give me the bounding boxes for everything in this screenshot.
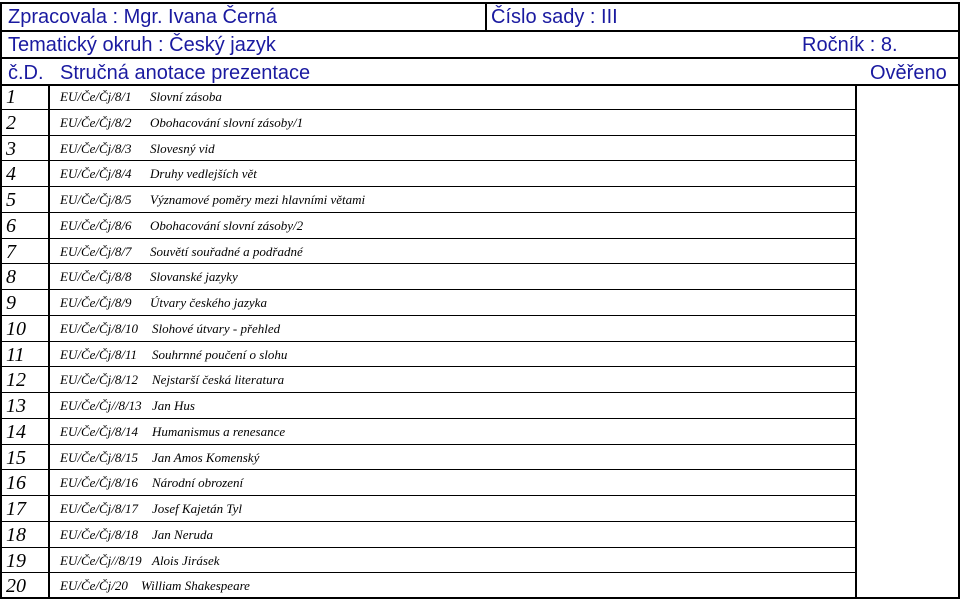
row-code: EU/Če/Čj/8/11 [60,346,138,362]
row-code: EU/Če/Čj/8/12 [60,372,138,388]
row-number: 10 [6,317,26,340]
grade-label: Ročník : 8. [802,34,898,56]
table-row [0,548,960,574]
row-number: 4 [6,163,16,186]
table-row [0,342,960,368]
table-row [0,110,960,136]
row-title: Souhrnné poučení o slohu [152,346,288,362]
row-number: 1 [6,86,16,108]
row-title: William Shakespeare [141,578,250,594]
row-title: Druhy vedlejších vět [150,166,257,182]
row-code: EU/Če/Čj/8/10 [60,320,138,336]
table-row [0,161,960,187]
row-code: EU/Če/Čj/8/5 [60,192,132,207]
row-title: Útvary českého jazyka [150,295,267,310]
row-number: 11 [6,343,25,366]
column-header-row [0,57,960,86]
set-number-label: Číslo sady : III [491,6,618,28]
row-title: Slovní zásoba [150,89,222,104]
table-row [0,187,960,213]
row-number: 6 [6,214,16,237]
table-row [0,290,960,316]
row-title: Jan Neruda [152,526,214,542]
row-code: EU/Če/Čj/20 [60,578,128,594]
author-label: Zpracovala : Mgr. Ivana Černá [8,6,278,28]
row-code: EU/Če/Čj/8/17 [60,501,138,516]
table-row [0,316,960,342]
table-row [0,84,960,110]
row-title: Obohacování slovní zásoby/1 [150,114,304,130]
row-title: Jan Hus [152,398,195,413]
table-row [0,367,960,393]
row-code: EU/Če/Čj/8/4 [60,166,132,182]
row-number: 8 [6,266,16,289]
table-row [0,239,960,265]
row-title: Nejstarší česká literatura [152,372,285,388]
row-code: EU/Če/Čj/8/15 [60,449,138,465]
row-number: 18 [6,523,26,546]
row-title: Slovesný vid [150,140,215,156]
row-code: EU/Če/Čj/8/9 [60,295,132,310]
row-code: EU/Če/Čj/8/3 [60,140,132,156]
row-code: EU/Če/Čj//8/13 [60,398,142,413]
row-code: EU/Če/Čj/8/18 [60,526,138,542]
row-title: Josef Kajetán Tyl [152,501,243,516]
table-row [0,445,960,471]
row-number: 13 [6,395,26,417]
table-row [0,496,960,522]
row-number: 19 [6,549,26,572]
row-number: 9 [6,292,16,314]
row-number: 14 [6,420,26,443]
row-code: EU/Če/Čj/8/14 [60,423,138,439]
row-title: Slohové útvary - přehled [152,320,281,336]
row-title: Souvětí souřadné a podřadné [150,243,303,259]
row-code: EU/Če/Čj/8/6 [60,217,132,233]
row-title: Národní obrození [152,475,244,491]
row-number: 20 [6,575,26,598]
table-row [0,573,960,599]
table-row [0,393,960,419]
col-verified-header: Ověřeno [870,62,947,84]
row-number: 16 [6,472,26,495]
row-title: Významové poměry mezi hlavními větami [150,192,366,207]
row-number: 15 [6,446,26,469]
table-row [0,419,960,445]
row-title: Slovanské jazyky [150,269,238,285]
row-number: 17 [6,498,26,520]
row-number: 3 [6,137,16,160]
set-number-cell [485,2,960,32]
table-row [0,522,960,548]
row-title: Obohacování slovní zásoby/2 [150,217,304,233]
row-title: Jan Amos Komenský [152,449,260,465]
author-cell [0,2,487,32]
row-code: EU/Če/Čj/8/7 [60,243,132,259]
col-annotation-header: Stručná anotace prezentace [60,62,311,84]
table-row [0,470,960,496]
row-number: 7 [6,240,16,263]
row-number: 12 [6,369,26,392]
table-row [0,213,960,239]
row-title: Humanismus a renesance [152,423,286,439]
topic-cell [0,30,960,59]
row-number: 2 [6,111,16,134]
topic-label: Tematický okruh : Český jazyk [8,34,276,56]
col-number-header: č.D. [8,62,44,84]
row-code: EU/Če/Čj/8/1 [60,89,132,104]
row-code: EU/Če/Čj/8/16 [60,475,138,491]
row-code: EU/Če/Čj/8/8 [60,269,132,285]
row-code: EU/Če/Čj//8/19 [60,552,142,568]
table-row [0,264,960,290]
table-row [0,136,960,162]
row-title: Alois Jirásek [152,552,220,568]
row-number: 5 [6,189,16,211]
row-code: EU/Če/Čj/8/2 [60,114,132,130]
